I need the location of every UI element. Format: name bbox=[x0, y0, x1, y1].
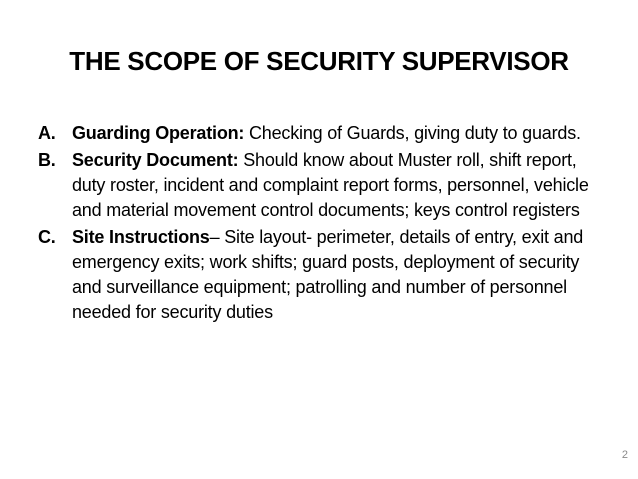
item-heading: Site Instructions bbox=[72, 227, 210, 247]
list-marker: A. bbox=[38, 123, 56, 143]
item-text: Should know about Muster roll, shift report, duty roster, incident and complaint report forms, personnel, vehicle and material movement control documents; keys control registers bbox=[72, 150, 589, 220]
item-heading: Security Document: bbox=[72, 150, 239, 170]
list-item bbox=[38, 121, 598, 146]
item-text: – Site layout- perimeter, details of entry, exit and emergency exits; work shifts; guard posts, deployment of security and surveillance equipment; patrolling and number of personnel needed for security duties bbox=[72, 227, 584, 322]
item-heading: Guarding Operation: bbox=[72, 123, 245, 143]
list-item bbox=[38, 148, 598, 223]
list-marker: B. bbox=[38, 150, 56, 170]
slide-title: THE SCOPE OF SECURITY SUPERVISOR bbox=[69, 46, 569, 76]
scope-list bbox=[38, 121, 598, 327]
list-item bbox=[38, 225, 598, 325]
item-text: Checking of Guards, giving duty to guards. bbox=[244, 123, 581, 143]
page-number: 2 bbox=[621, 449, 628, 461]
list-marker: C. bbox=[38, 227, 56, 247]
